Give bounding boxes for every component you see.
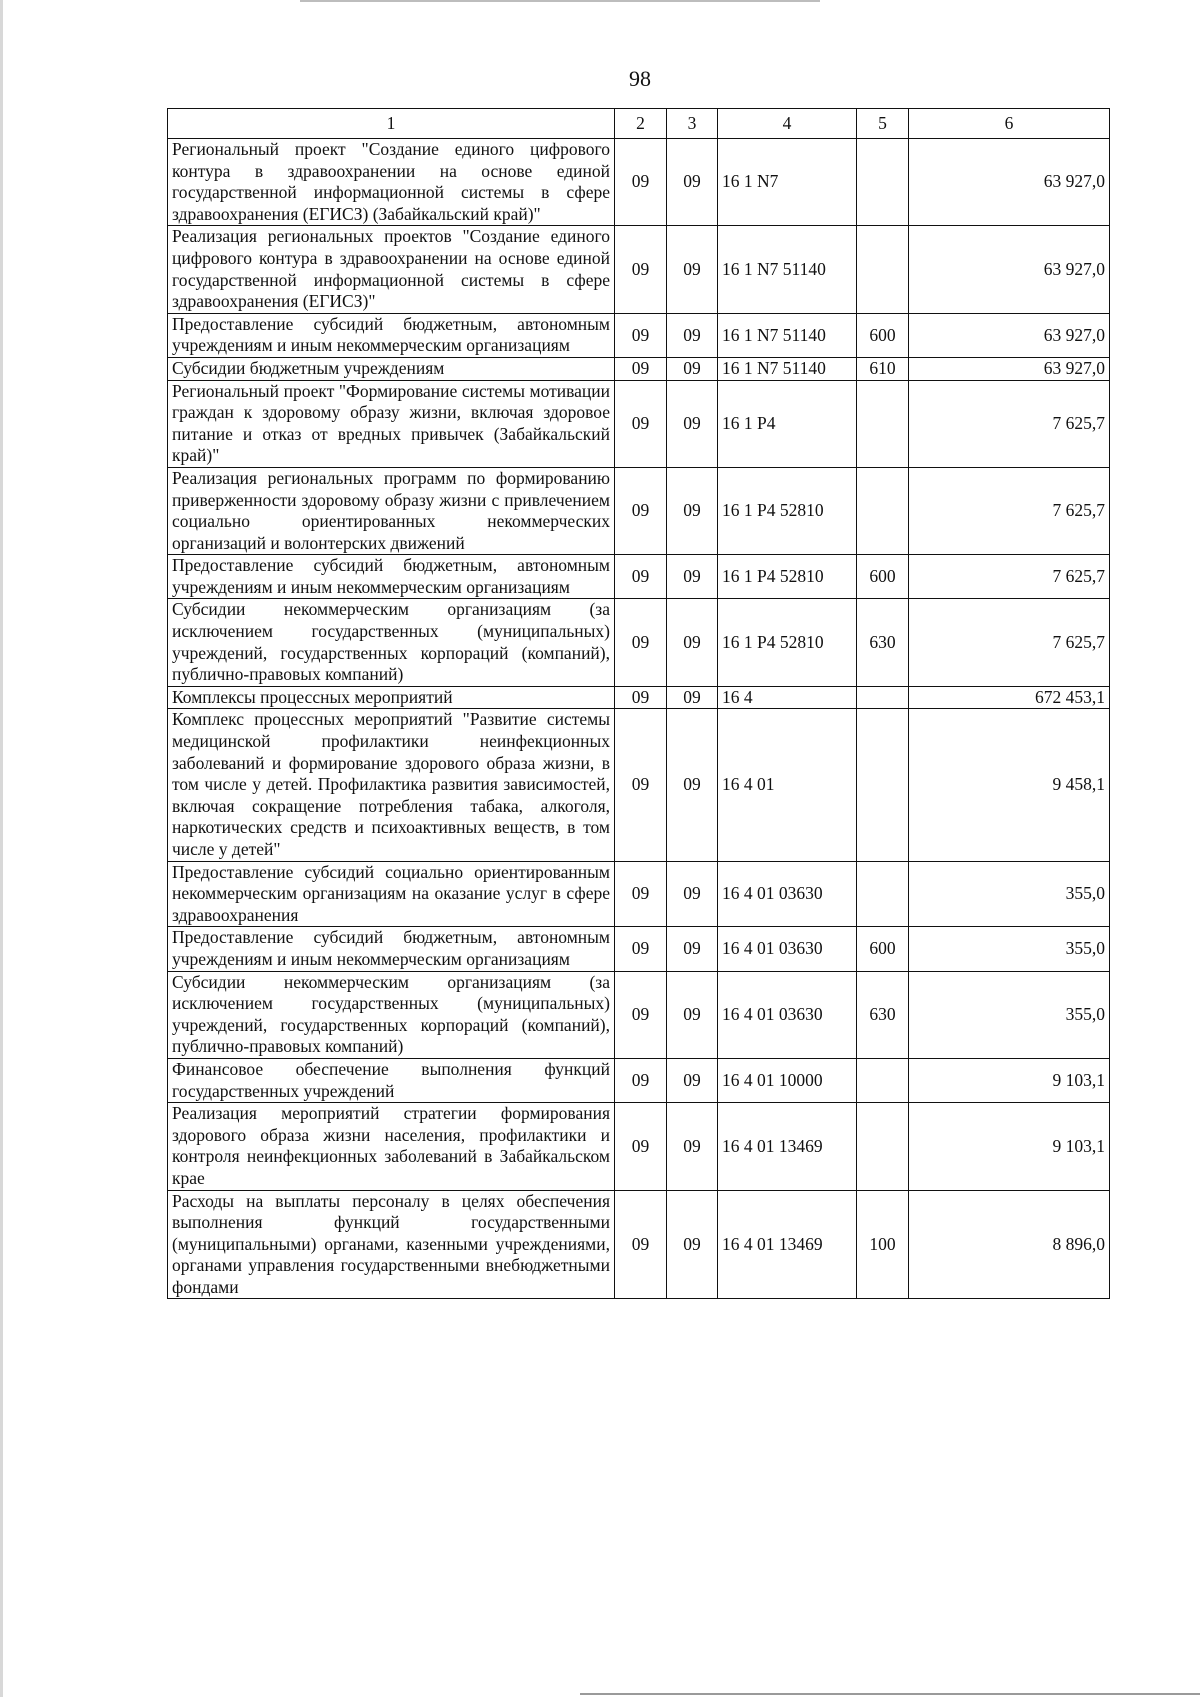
- row-amount-cell: 7 625,7: [909, 555, 1110, 599]
- table-row: [168, 357, 1110, 380]
- row-expense-type-cell: [857, 861, 909, 927]
- row-expense-type-cell: [857, 709, 909, 861]
- row-target-cell: 16 1 N7 51140: [718, 357, 857, 380]
- row-section-cell: 09: [615, 1103, 667, 1190]
- row-name-cell: Реализация региональных программ по формированию приверженности здоровому образу жизни с привлечением социально ориентированных некоммерческих организаций и волонтерских движений: [168, 467, 615, 554]
- row-section-cell: 09: [615, 139, 667, 226]
- table-row: [168, 1103, 1110, 1190]
- row-amount-cell: 7 625,7: [909, 467, 1110, 554]
- row-section-cell: 09: [615, 1190, 667, 1299]
- row-name-cell: Реализация региональных проектов "Создание единого цифрового контура в здравоохранении на основе единой государственной информационной системы в сфере здравоохранения (ЕГИСЗ)": [168, 226, 615, 313]
- row-subsection-cell: 09: [667, 380, 718, 467]
- row-target-cell: 16 4 01 03630: [718, 971, 857, 1058]
- row-section-cell: 09: [615, 971, 667, 1058]
- table-row: [168, 599, 1110, 686]
- row-amount-cell: 8 896,0: [909, 1190, 1110, 1299]
- row-target-cell: 16 4 01 10000: [718, 1058, 857, 1102]
- row-name-cell: Субсидии некоммерческим организациям (за исключением государственных (муниципальных) учреждений, государственных корпораций (компаний), публично-правовых компаний): [168, 971, 615, 1058]
- row-subsection-cell: 09: [667, 927, 718, 971]
- page-number: 98: [629, 66, 651, 91]
- row-target-cell: 16 1 N7 51140: [718, 313, 857, 357]
- table-row: [168, 1190, 1110, 1299]
- row-expense-type-cell: 630: [857, 971, 909, 1058]
- row-amount-cell: 7 625,7: [909, 380, 1110, 467]
- row-section-cell: 09: [615, 555, 667, 599]
- row-target-cell: 16 1 N7 51140: [718, 226, 857, 313]
- table-row: [168, 467, 1110, 554]
- row-target-cell: 16 4 01 03630: [718, 861, 857, 927]
- row-subsection-cell: 09: [667, 599, 718, 686]
- table-row: [168, 380, 1110, 467]
- row-section-cell: 09: [615, 1058, 667, 1102]
- row-expense-type-cell: [857, 139, 909, 226]
- row-amount-cell: 63 927,0: [909, 139, 1110, 226]
- row-subsection-cell: 09: [667, 861, 718, 927]
- column-header: 2: [615, 109, 667, 139]
- row-subsection-cell: 09: [667, 971, 718, 1058]
- row-subsection-cell: 09: [667, 313, 718, 357]
- row-expense-type-cell: [857, 467, 909, 554]
- row-expense-type-cell: [857, 1058, 909, 1102]
- row-name-cell: Расходы на выплаты персоналу в целях обеспечения выполнения функций государственными (муниципальными) органами, казенными учреждениями, органами управления государственными внебюджетными фондами: [168, 1190, 615, 1299]
- row-subsection-cell: 09: [667, 1103, 718, 1190]
- table-row: [168, 861, 1110, 927]
- row-amount-cell: 63 927,0: [909, 313, 1110, 357]
- row-section-cell: 09: [615, 927, 667, 971]
- row-target-cell: 16 1 P4 52810: [718, 599, 857, 686]
- row-name-cell: Предоставление субсидий бюджетным, автономным учреждениям и иным некоммерческим организациям: [168, 313, 615, 357]
- table-row: [168, 709, 1110, 861]
- row-expense-type-cell: [857, 1103, 909, 1190]
- row-subsection-cell: 09: [667, 1190, 718, 1299]
- row-expense-type-cell: 600: [857, 927, 909, 971]
- row-name-cell: Финансовое обеспечение выполнения функций государственных учреждений: [168, 1058, 615, 1102]
- table-row: [168, 971, 1110, 1058]
- row-section-cell: 09: [615, 357, 667, 380]
- row-amount-cell: 355,0: [909, 927, 1110, 971]
- row-target-cell: 16 1 N7: [718, 139, 857, 226]
- row-amount-cell: 7 625,7: [909, 599, 1110, 686]
- row-name-cell: Субсидии бюджетным учреждениям: [168, 357, 615, 380]
- row-subsection-cell: 09: [667, 357, 718, 380]
- row-subsection-cell: 09: [667, 1058, 718, 1102]
- column-header: 4: [718, 109, 857, 139]
- table-row: [168, 686, 1110, 709]
- row-name-cell: Предоставление субсидий бюджетным, автономным учреждениям и иным некоммерческим организациям: [168, 927, 615, 971]
- row-amount-cell: 672 453,1: [909, 686, 1110, 709]
- row-target-cell: 16 4 01 13469: [718, 1190, 857, 1299]
- row-amount-cell: 9 458,1: [909, 709, 1110, 861]
- row-amount-cell: 63 927,0: [909, 357, 1110, 380]
- row-expense-type-cell: 600: [857, 313, 909, 357]
- scan-artifact-bottom: [580, 1693, 1200, 1695]
- row-subsection-cell: 09: [667, 555, 718, 599]
- column-header: 6: [909, 109, 1110, 139]
- row-expense-type-cell: 100: [857, 1190, 909, 1299]
- row-expense-type-cell: [857, 226, 909, 313]
- budget-table-body: [168, 109, 1110, 1299]
- row-expense-type-cell: [857, 380, 909, 467]
- row-subsection-cell: 09: [667, 139, 718, 226]
- row-target-cell: 16 1 P4: [718, 380, 857, 467]
- table-row: [168, 313, 1110, 357]
- scan-edge: [0, 0, 3, 1697]
- row-name-cell: Комплекс процессных мероприятий "Развитие системы медицинской профилактики неинфекционных заболеваний и формирование здорового образа жизни, в том числе у детей. Профилактика развития зависимостей, включая сокращение потребления табака, алкоголя, наркотических средств и психоактивных веществ, в том числе у детей": [168, 709, 615, 861]
- row-expense-type-cell: 630: [857, 599, 909, 686]
- row-amount-cell: 63 927,0: [909, 226, 1110, 313]
- row-target-cell: 16 4: [718, 686, 857, 709]
- row-target-cell: 16 4 01 13469: [718, 1103, 857, 1190]
- row-expense-type-cell: [857, 686, 909, 709]
- row-section-cell: 09: [615, 709, 667, 861]
- budget-table: [167, 108, 1110, 1299]
- table-header-row: [168, 109, 1110, 139]
- row-section-cell: 09: [615, 467, 667, 554]
- row-name-cell: Региональный проект "Формирование системы мотивации граждан к здоровому образу жизни, включая здоровое питание и отказ от вредных привычек (Забайкальский край)": [168, 380, 615, 467]
- row-amount-cell: 9 103,1: [909, 1103, 1110, 1190]
- row-section-cell: 09: [615, 861, 667, 927]
- row-section-cell: 09: [615, 686, 667, 709]
- column-header: 3: [667, 109, 718, 139]
- row-subsection-cell: 09: [667, 226, 718, 313]
- row-target-cell: 16 1 P4 52810: [718, 555, 857, 599]
- table-row: [168, 927, 1110, 971]
- row-section-cell: 09: [615, 226, 667, 313]
- row-name-cell: Региональный проект "Создание единого цифрового контура в здравоохранении на основе единой государственной информационной системы в сфере здравоохранения (ЕГИСЗ) (Забайкальский край)": [168, 139, 615, 226]
- row-expense-type-cell: 600: [857, 555, 909, 599]
- row-amount-cell: 355,0: [909, 971, 1110, 1058]
- column-header: 5: [857, 109, 909, 139]
- row-subsection-cell: 09: [667, 467, 718, 554]
- table-row: [168, 226, 1110, 313]
- row-name-cell: Реализация мероприятий стратегии формирования здорового образа жизни населения, профилактики и контроля неинфекционных заболеваний в Забайкальском крае: [168, 1103, 615, 1190]
- row-expense-type-cell: 610: [857, 357, 909, 380]
- column-header: 1: [168, 109, 615, 139]
- row-section-cell: 09: [615, 313, 667, 357]
- row-amount-cell: 355,0: [909, 861, 1110, 927]
- row-amount-cell: 9 103,1: [909, 1058, 1110, 1102]
- row-target-cell: 16 4 01 03630: [718, 927, 857, 971]
- row-subsection-cell: 09: [667, 686, 718, 709]
- table-row: [168, 1058, 1110, 1102]
- row-name-cell: Субсидии некоммерческим организациям (за исключением государственных (муниципальных) учреждений, государственных корпораций (компаний), публично-правовых компаний): [168, 599, 615, 686]
- row-target-cell: 16 1 P4 52810: [718, 467, 857, 554]
- row-section-cell: 09: [615, 599, 667, 686]
- table-row: [168, 555, 1110, 599]
- row-subsection-cell: 09: [667, 709, 718, 861]
- table-row: [168, 139, 1110, 226]
- row-name-cell: Предоставление субсидий бюджетным, автономным учреждениям и иным некоммерческим организациям: [168, 555, 615, 599]
- scan-artifact-top: [300, 0, 820, 2]
- row-target-cell: 16 4 01: [718, 709, 857, 861]
- row-name-cell: Комплексы процессных мероприятий: [168, 686, 615, 709]
- row-section-cell: 09: [615, 380, 667, 467]
- row-name-cell: Предоставление субсидий социально ориентированным некоммерческим организациям на оказание услуг в сфере здравоохранения: [168, 861, 615, 927]
